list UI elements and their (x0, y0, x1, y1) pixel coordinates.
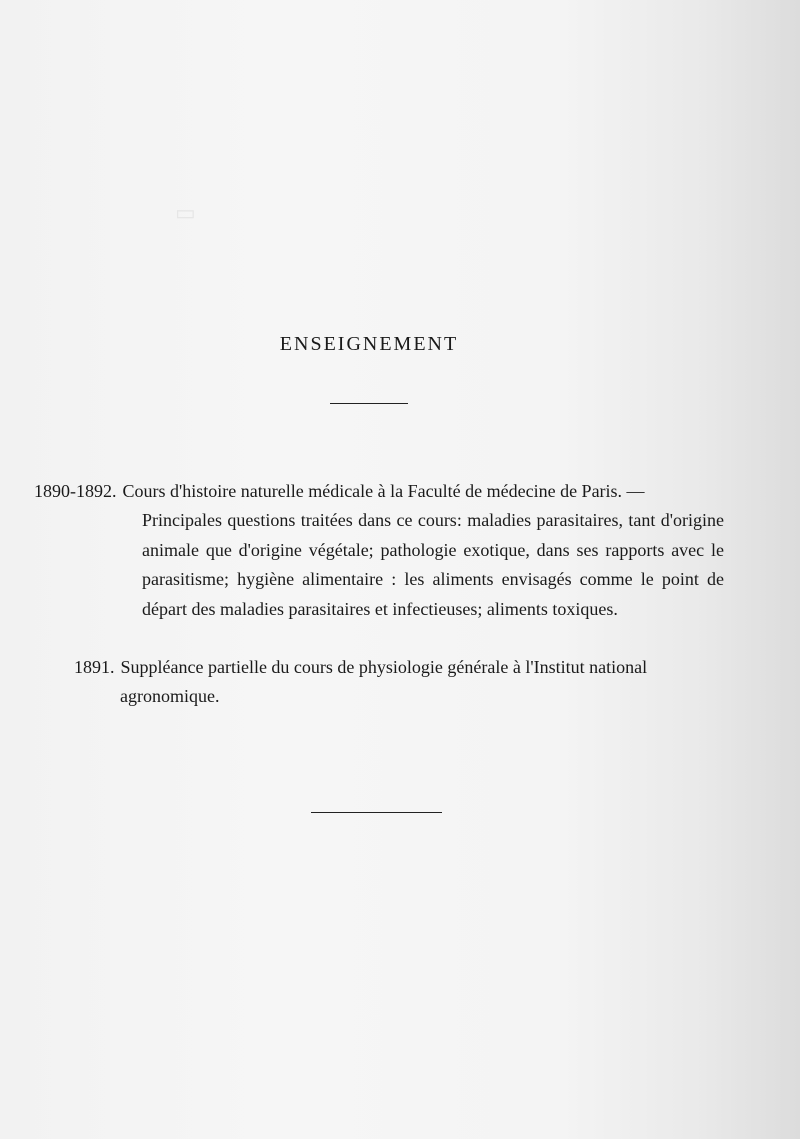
entry-first-line: Cours d'histoire naturelle médicale à la Faculté de médecine de Paris. — (122, 481, 645, 501)
entry-first-row (34, 477, 724, 506)
section-heading: ENSEIGNEMENT (279, 333, 459, 355)
entry (74, 653, 724, 712)
bleed-through-text: ▭ (172, 200, 196, 225)
entry-date: 1890-1892. (34, 481, 117, 501)
entry-date: 1891. (74, 657, 115, 677)
entry-continuation: Principales questions traitées dans ce cours: maladies parasitaires, tant d'origine animale que d'origine végétale; pathologie exotique, dans ses rapports avec le parasitisme; hygiène alimentaire : les aliments envisagés comme le point de départ des maladies parasitaires et infectieuses; aliments toxiques. (142, 510, 724, 619)
entry-first-row (74, 653, 724, 682)
entry-continuation: agronomique. (120, 686, 220, 707)
entry-first-line: Suppléance partielle du cours de physiologie générale à l'Institut national (120, 657, 648, 677)
heading-rule (330, 403, 408, 404)
section-end-rule (311, 812, 442, 813)
entry (34, 477, 724, 624)
